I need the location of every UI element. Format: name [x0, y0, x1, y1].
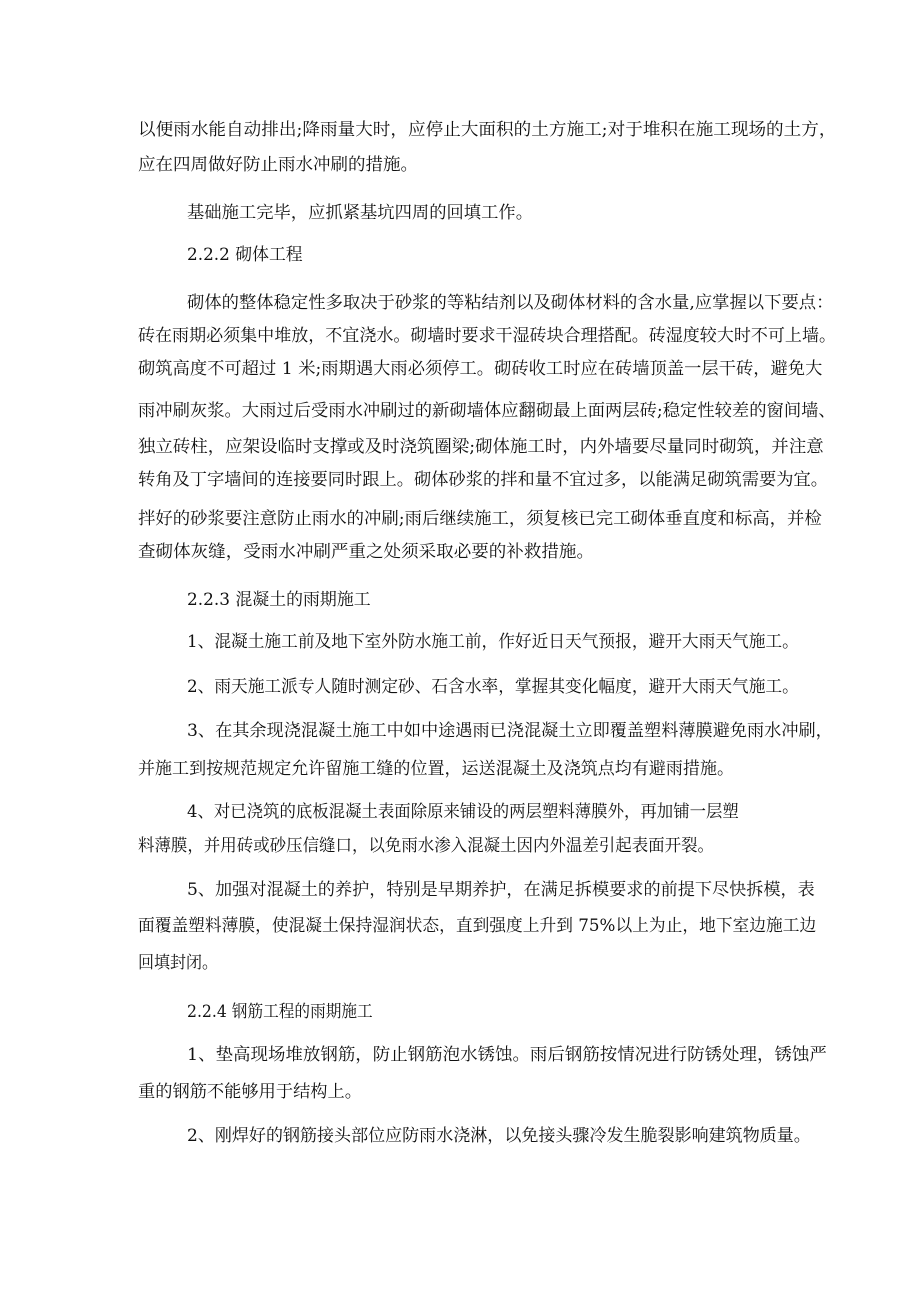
- list-item: 1、垫高现场堆放钢筋，防止钢筋泡水锈蚀。雨后钢筋按情况进行防锈处理，锈蚀严: [187, 1045, 827, 1065]
- paragraph-line: 转角及丁字墙间的连接要同时跟上。砌体砂浆的拌和量不宜过多，以能满足砌筑需要为宜。: [138, 470, 828, 490]
- list-item-continuation: 回填封闭。: [138, 953, 218, 973]
- paragraph-line: 砌筑高度不可超过 1 米;雨期遇大雨必须停工。砌砖收工时应在砖墙顶盖一层干砖，避免大: [138, 359, 823, 379]
- list-item: 1、混凝土施工前及地下室外防水施工前，作好近日天气预报，避开大雨天气施工。: [187, 632, 799, 652]
- paragraph-line: 独立砖柱，应架设临时支撑或及时浇筑圈梁;砌体施工时，内外墙要尽量同时砌筑，并注意: [138, 437, 824, 457]
- section-heading: 2.2.3 混凝土的雨期施工: [187, 590, 371, 610]
- paragraph-line: 基础施工完毕，应抓紧基坑四周的回填工作。: [187, 203, 533, 223]
- paragraph-line: 砖在雨期必须集中堆放，不宜浇水。砌墙时要求干湿砖块合理搭配。砖湿度较大时不可上墙。: [138, 326, 836, 346]
- list-item: 2、刚焊好的钢筋接头部位应防雨水浇淋，以免接头骤冷发生脆裂影响建筑物质量。: [187, 1126, 811, 1146]
- section-heading: 2.2.4 钢筋工程的雨期施工: [187, 1002, 373, 1022]
- list-item: 2、雨天施工派专人随时测定砂、石含水率，掌握其变化幅度，避开大雨天气施工。: [187, 677, 799, 697]
- list-item-continuation: 面覆盖塑料薄膜，使混凝土保持湿润状态，直到强度上升到 75%以上为止，地下室边施工边: [138, 916, 817, 936]
- list-item: 3、在其余现浇混凝土施工中如中途遇雨已浇混凝土立即覆盖塑料薄膜避免雨水冲刷，: [187, 721, 833, 741]
- paragraph-line: 以便雨水能自动排出;降雨量大时，应停止大面积的土方施工;对于堆积在施工现场的土方，: [138, 120, 837, 140]
- section-heading: 2.2.2 砌体工程: [187, 245, 303, 265]
- paragraph-line: 砌体的整体稳定性多取决于砂浆的等粘结剂以及砌体材料的含水量,应掌握以下要点：: [187, 293, 834, 313]
- list-item: 5、加强对混凝土的养护，特别是早期养护，在满足拆模要求的前提下尽快拆模，表: [187, 880, 815, 900]
- list-item: 4、对已浇筑的底板混凝土表面除原来铺设的两层塑料薄膜外，再加铺一层塑: [187, 802, 739, 822]
- list-item-continuation: 重的钢筋不能够用于结构上。: [138, 1082, 362, 1102]
- list-item-continuation: 并施工到按规范规定允许留施工缝的位置，运送混凝土及浇筑点均有避雨措施。: [138, 759, 735, 779]
- list-item-continuation: 料薄膜，并用砖或砂压信缝口，以免雨水渗入混凝土因内外温差引起表面开裂。: [138, 836, 714, 856]
- paragraph-line: 雨冲刷灰浆。大雨过后受雨水冲刷过的新砌墙体应翻砌最上面两层砖;稳定性较差的窗间墙、: [138, 401, 836, 421]
- paragraph-line: 查砌体灰缝，受雨水冲刷严重之处须采取必要的补救措施。: [138, 542, 594, 562]
- paragraph-line: 应在四周做好防止雨水冲刷的措施。: [138, 155, 418, 175]
- paragraph-line: 拌好的砂浆要注意防止雨水的冲刷;雨后继续施工，须复核已完工砌体垂直度和标高，并检: [138, 509, 822, 529]
